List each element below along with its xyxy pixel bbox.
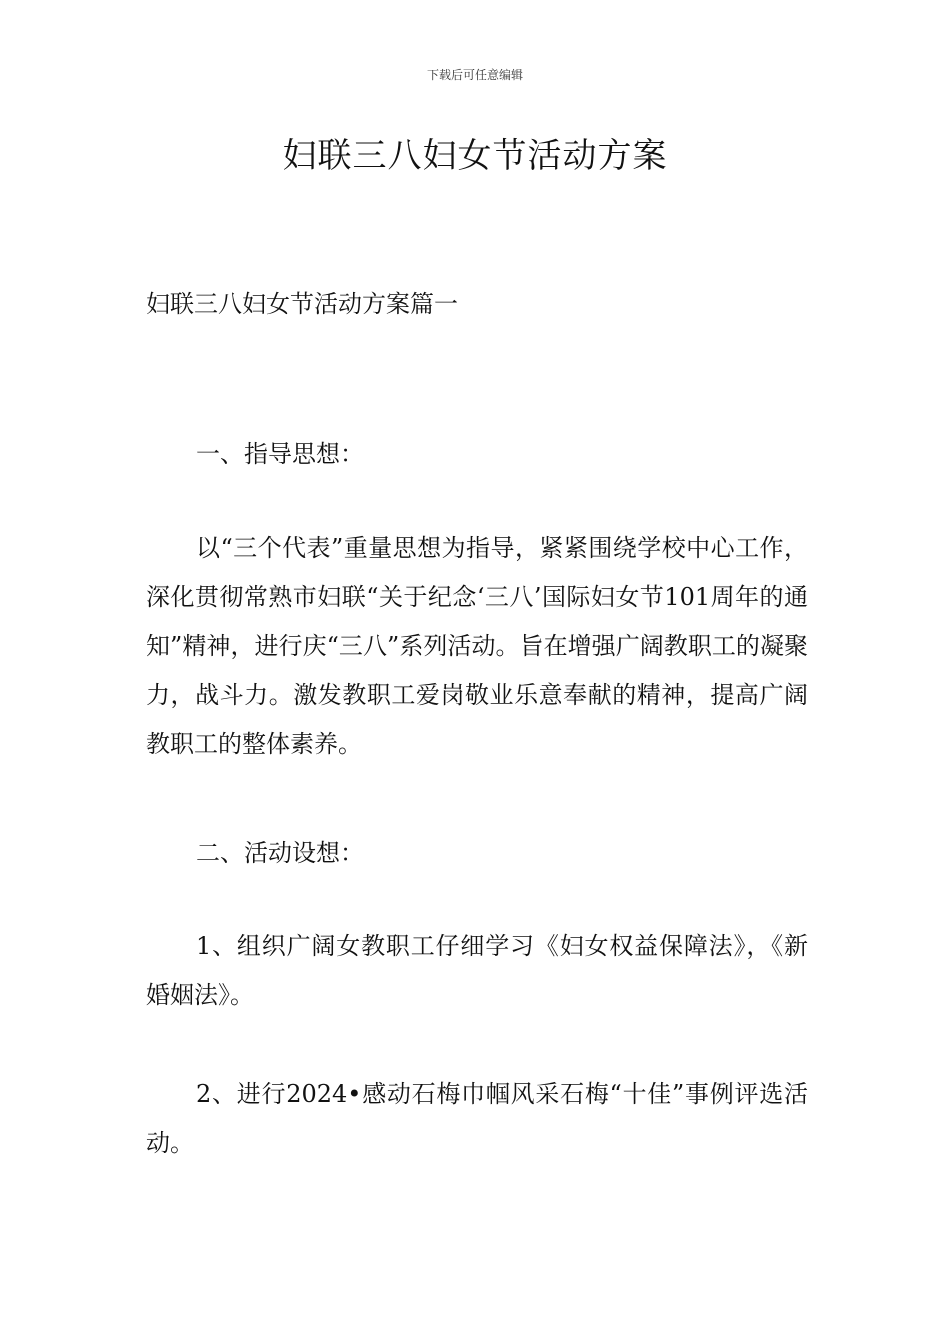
- paragraph-guiding: 以“三个代表”重量思想为指导，紧紧围绕学校中心工作，深化贯彻常熟市妇联“关于纪念‘三八’国际妇女节101周年的通知”精神，进行庆“三八”系列活动。旨在增强广阔教职工的凝聚力，战斗力。激发教职工爱岗敬业乐意奉献的精神，提高广阔教职工的整体素养。: [146, 534, 808, 758]
- document-title: 妇联三八妇女节活动方案: [282, 136, 668, 176]
- paragraph-item-1: 1、组织广阔女教职工仔细学习《妇女权益保障法》，《新婚姻法》。: [146, 932, 808, 1009]
- paragraph-item-2: 2、进行2024•感动石梅巾帼风采石梅“十佳”事例评选活动。: [146, 1080, 808, 1157]
- document-subtitle: 妇联三八妇女节活动方案篇一: [146, 290, 458, 318]
- section-heading-activity: 二、活动设想：: [196, 839, 364, 867]
- section-heading-guiding: 一、指导思想：: [196, 440, 364, 468]
- header-note: 下载后可任意编辑: [426, 68, 523, 82]
